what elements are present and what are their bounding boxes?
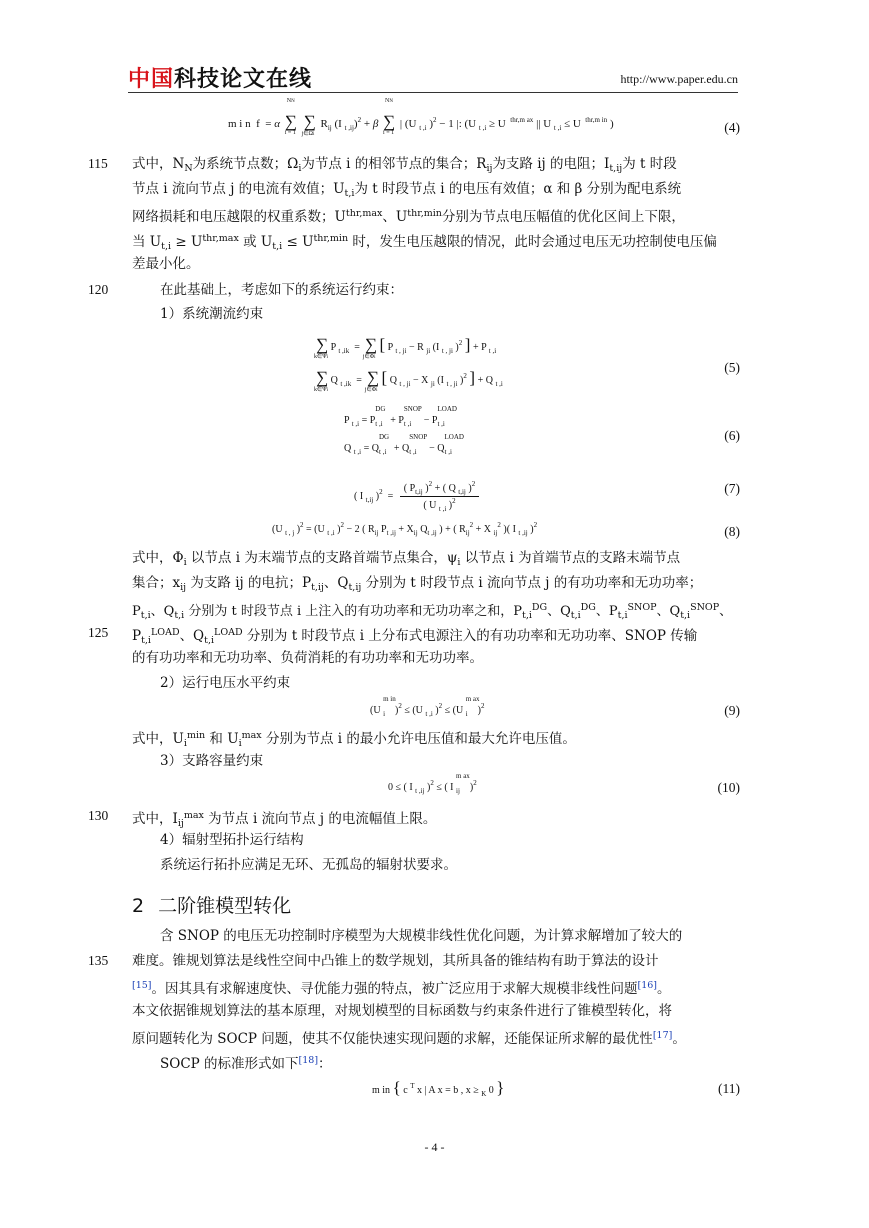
line-number: 130: [88, 808, 109, 823]
equation-7: ( I $_{t,ij}$ )$^2$ = $\frac{( P_{t,ij} )^2 + ( Q _{t,ij} )^2}{( U _{t ,i} )^2}$: [354, 480, 479, 513]
equation-4: m i n f = α NN ∑ i = 1 ∑ j∈Ωi $R_{ij}$ (I $_{t ,ij}$)$^2$ + β NN ∑ i = 1 | (U $_{t ,i}$ )$^2$ − 1 |: (U $_{t ,i}$ ≥ U $^{thr,m ax}$ || U $_{t ,i}$ ≤ U $^{thr,m in}$ ): [228, 98, 614, 137]
equation-5: ∑ k∈Ψi P $_{t ,ik}$ = ∑ j∈Φi [ P $_{t , ji}$ − R $_{ji}$ (I $_{t , ji}$ )$^2$ ] + P $_{t ,i}$: [314, 335, 497, 360]
list-item: 2）运行电压水平约束: [160, 675, 291, 691]
equation-9-number: (9): [724, 703, 740, 718]
equation-10-number: (10): [717, 780, 740, 795]
equation-4-number: (4): [724, 120, 740, 135]
equation-9: (U $_i$ m in )$^2$ ≤ (U $_{t ,i}$ )$^2$ ≤ (U $_i$ m ax )$^2$: [370, 695, 485, 718]
paragraph-line: $P_{t,i}^{LOAD}$、$Q_{t,i}^{LOAD}$ 分别为 t 时段节点 i 上分布式电源注入的有功功率和无功功率、SNOP 传输: [132, 627, 698, 646]
paragraph-line: 在此基础上，考虑如下的系统运行约束：: [160, 282, 403, 298]
header-divider: [128, 92, 738, 93]
paragraph-line: $P_{t,i}$、$Q_{t,i}$ 分别为 t 时段节点 i 上注入的有功功率和无功功率之和，$P_{t,i}^{DG}$、$Q_{t,i}^{DG}$、$P_{t,i}^{SNOP}$、$Q_{t,i}^{SNOP}$、: [132, 602, 733, 621]
line-number: 125: [88, 625, 109, 640]
paragraph-line: 难度。锥规划算法是线性空间中凸锥上的数学规划，其所具备的锥结构有助于算法的设计: [132, 953, 659, 969]
equation-7-number: (7): [724, 481, 740, 496]
paragraph-line: 当 $U_{t,i} \ge U^{thr,max}$ 或 $U_{t,i} \le U^{thr,min}$ 时，发生电压越限的情况，此时会通过电压无功控制使电压偏: [132, 233, 717, 252]
equation-8: (U $_{t , j}$ )$^2$ = (U $_{t ,i}$ )$^2$ − 2 ( $R_{ij}$ $P_{t ,ij} + X_{ij}$ $Q_{t ,ij}$ ) + ( $R_{ij}^2 + X$ $_{ij}^2$ )( I $_{t ,ij}$ )$^2$: [272, 521, 538, 537]
citation-link[interactable]: [17]: [652, 1030, 673, 1041]
page-number: - 4 -: [424, 1140, 445, 1154]
paragraph-line: 差最小化。: [132, 256, 200, 272]
paragraph-line: 式中，$I_{ij}^{max}$ 为节点 i 流向节点 j 的电流幅值上限。: [132, 810, 437, 829]
list-item: 1）系统潮流约束: [160, 306, 264, 322]
equation-6b: Q $_{t ,i} = Q_{t ,i}$ DG + $Q_{t ,i}$ SNOP − $Q_{t ,i}$ LOAD: [344, 433, 464, 456]
section-title: 二阶锥模型转化: [158, 895, 292, 917]
equation-6-number: (6): [724, 428, 740, 443]
section-heading: [132, 891, 291, 918]
paragraph-line: 集合；$x_{ij}$ 为支路 ij 的电抗；$P_{t,ij}$、$Q_{t,ij}$ 分别为 t 时段节点 i 流向节点 j 的有功功率和无功功率；: [132, 575, 703, 593]
paragraph-line: 本文依据锥规划算法的基本原理，对规划模型的目标函数与约束条件进行了锥模型转化，将: [132, 1003, 672, 1019]
header-url[interactable]: http://www.paper.edu.cn: [620, 72, 738, 86]
paragraph-line: 网络损耗和电压越限的权重系数；$U^{thr,max}$、$U^{thr,min}$分别为节点电压幅值的优化区间上下限，: [132, 208, 685, 225]
citation-link[interactable]: [15]: [132, 980, 152, 991]
equation-11: m in { c $^T$ x | A x = b , x ≥ $_K$ 0 }: [372, 1078, 505, 1098]
section-number: 2: [132, 895, 145, 917]
paragraph-line: 系统运行拓扑应满足无环、无孤岛的辐射状要求。: [160, 857, 457, 873]
citation-link[interactable]: [18]: [298, 1055, 319, 1066]
equation-6: P $_{t ,i} = P_{t ,i}$ DG + $P_{t ,i}$ SNOP − $P_{t ,i}$ LOAD: [344, 405, 457, 428]
paragraph-line: SOCP 的标准形式如下[18]：: [160, 1055, 332, 1072]
paragraph-line: 节点 i 流向节点 j 的电流有效值；$U_{t,i}$为 t 时段节点 i 的电压有效值；α 和 β 分别为配电系统: [132, 181, 682, 199]
paragraph-line: 原问题转化为 SOCP 问题，使其不仅能快速实现问题的求解，还能保证所求解的最优性[17]。: [132, 1030, 686, 1047]
list-item: 3）支路容量约束: [160, 753, 264, 769]
paragraph-line: 含 SNOP 的电压无功控制时序模型为大规模非线性优化问题，为计算求解增加了较大的: [160, 928, 683, 944]
equation-10: 0 ≤ ( I $_{t ,ij}$ )$^2$ ≤ ( I $_{ij}$ m ax )$^2$: [388, 772, 477, 795]
list-item: 4）辐射型拓扑运行结构: [160, 832, 304, 848]
equation-11-number: (11): [718, 1081, 740, 1096]
equation-8-number: (8): [724, 524, 740, 539]
citation-link[interactable]: [16]: [637, 980, 658, 991]
logo-red-text: 中国: [128, 67, 175, 92]
line-number: 120: [88, 282, 109, 297]
paragraph-line: 的有功功率和无功功率、负荷消耗的有功功率和无功功率。: [132, 650, 483, 666]
line-number: 115: [88, 156, 108, 171]
paragraph-line: 式中，$N_N$为系统节点数；$\Omega_i$为节点 i 的相邻节点的集合；$R_{ij}$为支路 ij 的电阻；$I_{t,ij}$为 t 时段: [132, 156, 677, 174]
equation-5b: ∑ k∈Ψi Q $_{t ,ik}$ = ∑ j∈Φi [ Q $_{t , ji}$ − X $_{ji}$ (I $_{t , ji}$ )$^2$ ] + Q $_{t ,i}$: [314, 368, 503, 393]
paragraph-line: 式中，$U_i^{min}$ 和 $U_i^{max}$ 分别为节点 i 的最小允许电压值和最大允许电压值。: [132, 730, 576, 749]
logo-black-text: 科技论文在线: [174, 67, 313, 92]
paragraph-line: [15]。因其具有求解速度快、寻优能力强的特点，被广泛应用于求解大规模非线性问题[16]。: [132, 980, 671, 997]
paragraph-line: 式中，$\Phi_i$ 以节点 i 为末端节点的支路首端节点集合，$\psi_i$ 以节点 i 为首端节点的支路末端节点: [132, 550, 681, 568]
equation-5-number: (5): [724, 360, 740, 375]
journal-logo: [128, 62, 312, 93]
line-number: 135: [88, 953, 109, 968]
